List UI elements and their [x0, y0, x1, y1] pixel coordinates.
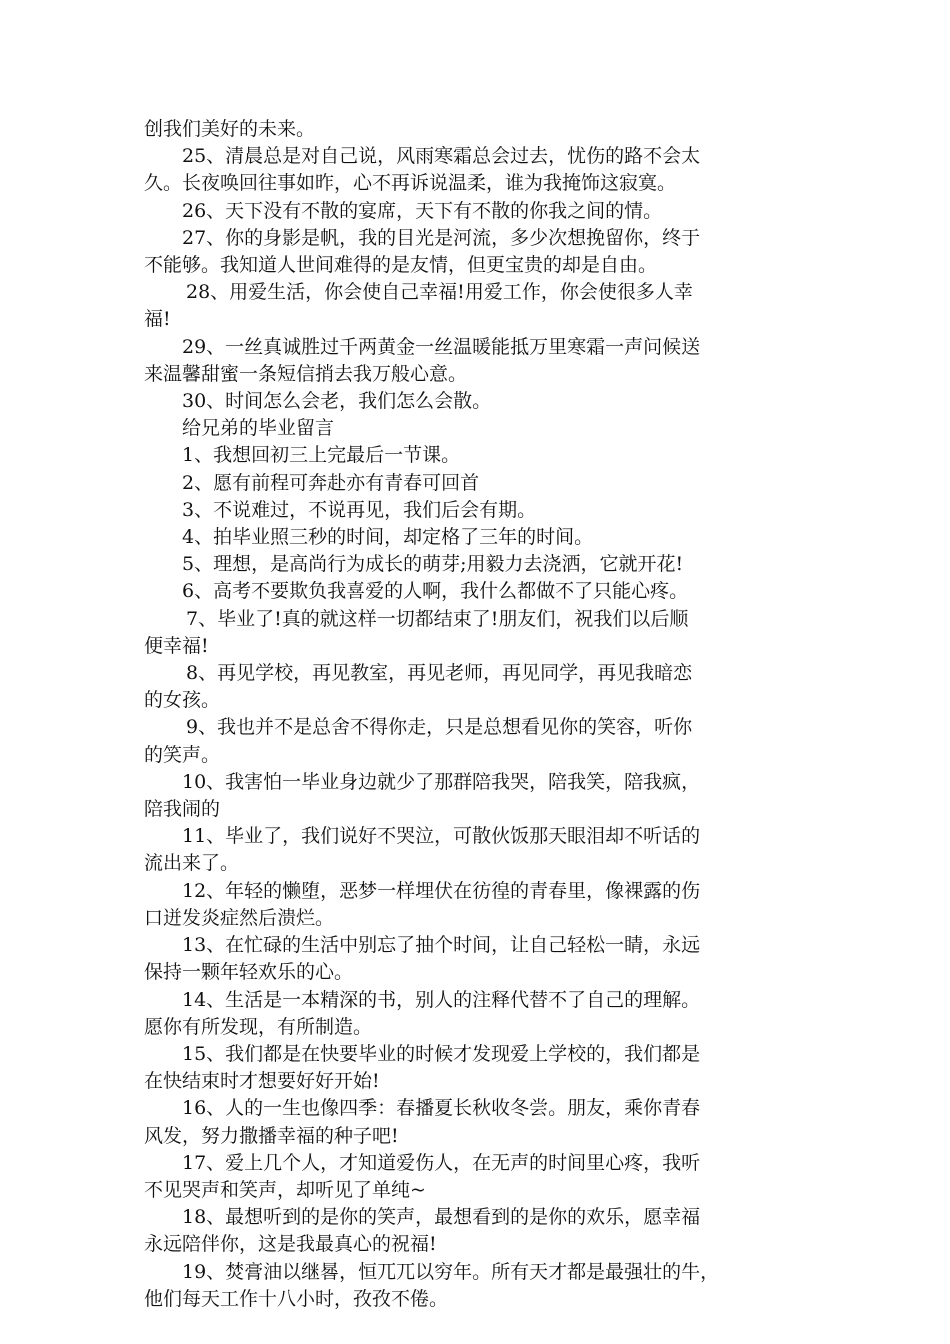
text-line: 14、生活是一本精深的书，别人的注释代替不了自己的理解。 [182, 988, 701, 1011]
text-line: 11、毕业了，我们说好不哭泣，可散伙饭那天眼泪却不听话的 [182, 825, 701, 848]
paragraph-2 [144, 470, 808, 497]
paragraph-6 [144, 578, 808, 605]
text-line: 26、天下没有不散的宴席，天下有不散的你我之间的情。 [182, 199, 663, 222]
text-line: 陪我闹的 [144, 798, 221, 821]
paragraph-5 [144, 551, 808, 578]
text-line: 29、一丝真诚胜过千两黄金一丝温暖能抵万里寒霜一声问候送 [182, 335, 701, 358]
paragraph-17 [144, 1150, 808, 1204]
paragraph-25 [144, 143, 808, 197]
paragraph-16 [144, 1095, 808, 1149]
text-line: 3、不说难过，不说再见，我们后会有期。 [182, 498, 537, 521]
paragraph-3 [144, 497, 808, 524]
paragraph-19 [144, 1259, 808, 1313]
paragraph-26 [144, 198, 808, 225]
text-line: 来温馨甜蜜一条短信捎去我万般心意。 [144, 362, 468, 385]
text-line: 28、用爱生活，你会使自己幸福!用爱工作，你会使很多人幸 [186, 281, 693, 304]
paragraph-10 [144, 769, 808, 823]
heading-text: 给兄弟的毕业留言 [182, 417, 335, 440]
text-line: 不能够。我知道人世间难得的是友情，但更宝贵的却是自由。 [144, 254, 658, 277]
paragraph-continuation [144, 116, 808, 143]
text-line: 便幸福! [144, 634, 209, 657]
text-line: 15、我们都是在快要毕业的时候才发现爱上学校的，我们都是 [182, 1042, 701, 1065]
text-line: 风发，努力撒播幸福的种子吧! [144, 1124, 399, 1147]
text-line: 9、我也并不是总舍不得你走，只是总想看见你的笑容，听你 [186, 716, 693, 739]
text-line: 不见哭声和笑声，却听见了单纯~ [144, 1178, 426, 1201]
text-line: 19、焚膏油以继晷，恒兀兀以穷年。所有天才都是最强壮的牛， [182, 1260, 720, 1283]
text-line: 永远陪伴你，这是我最真心的祝福! [144, 1233, 437, 1256]
text-line: 保持一颗年轻欢乐的心。 [144, 961, 354, 984]
paragraph-1 [144, 442, 808, 469]
text-line: 流出来了。 [144, 852, 240, 875]
text-line: 8、再见学校，再见教室，再见老师，再见同学，再见我暗恋 [186, 662, 693, 685]
paragraph-12 [144, 878, 808, 932]
paragraph-30 [144, 388, 808, 415]
paragraph-14 [144, 987, 808, 1041]
text-line: 在快结束时才想要好好开始! [144, 1070, 380, 1093]
section-heading [144, 415, 808, 442]
text-line: 1、我想回初三上完最后一节课。 [182, 444, 461, 467]
text-line: 13、在忙碌的生活中别忘了抽个时间，让自己轻松一睛，永远 [182, 934, 701, 957]
text-line: 创我们美好的未来。 [144, 118, 316, 140]
text-line: 口迸发炎症然后溃烂。 [144, 906, 335, 929]
text-line: 5、理想，是高尚行为成长的萌芽;用毅力去浇洒，它就开花! [182, 553, 684, 576]
text-line: 他们每天工作十八小时，孜孜不倦。 [144, 1287, 449, 1310]
text-line: 久。长夜唤回往事如昨，心不再诉说温柔，谁为我掩饰这寂寞。 [144, 172, 677, 195]
text-line: 2、愿有前程可奔赴亦有青春可回首 [182, 471, 480, 494]
text-line: 27、你的身影是帆，我的目光是河流，多少次想挽留你，终于 [182, 226, 701, 249]
paragraph-13 [144, 932, 808, 986]
paragraph-28 [144, 279, 808, 333]
text-line: 福! [144, 308, 171, 331]
text-line: 愿你有所发现，有所制造。 [144, 1015, 373, 1038]
text-line: 18、最想听到的是你的笑声，最想看到的是你的欢乐，愿幸福 [182, 1206, 701, 1229]
paragraph-18 [144, 1204, 808, 1258]
paragraph-8 [144, 660, 808, 714]
text-line: 16、人的一生也像四季：春播夏长秋收冬尝。朋友，乘你青春 [182, 1097, 701, 1120]
text-line: 的笑声。 [144, 743, 221, 766]
paragraph-11 [144, 823, 808, 877]
text-line: 17、爱上几个人，才知道爱伤人，在无声的时间里心疼，我听 [182, 1151, 701, 1174]
paragraph-9 [144, 714, 808, 768]
paragraph-7 [144, 606, 808, 660]
paragraph-15 [144, 1041, 808, 1095]
paragraph-27 [144, 225, 808, 279]
document-body [144, 116, 808, 1313]
paragraph-29 [144, 334, 808, 388]
paragraph-4 [144, 524, 808, 551]
text-line: 30、时间怎么会老，我们怎么会散。 [182, 390, 492, 413]
text-line: 6、高考不要欺负我喜爱的人啊，我什么都做不了只能心疼。 [182, 580, 689, 603]
text-line: 7、毕业了!真的就这样一切都结束了!朋友们，祝我们以后顺 [186, 607, 689, 630]
text-line: 的女孩。 [144, 689, 221, 712]
text-line: 10、我害怕一毕业身边就少了那群陪我哭，陪我笑，陪我疯， [182, 770, 701, 793]
text-line: 12、年轻的懒堕，恶梦一样埋伏在彷徨的青春里，像裸露的伤 [182, 879, 701, 902]
text-line: 4、拍毕业照三秒的时间，却定格了三年的时间。 [182, 526, 594, 549]
text-line: 25、清晨总是对自己说，风雨寒霜总会过去，忧伤的路不会太 [182, 145, 701, 168]
